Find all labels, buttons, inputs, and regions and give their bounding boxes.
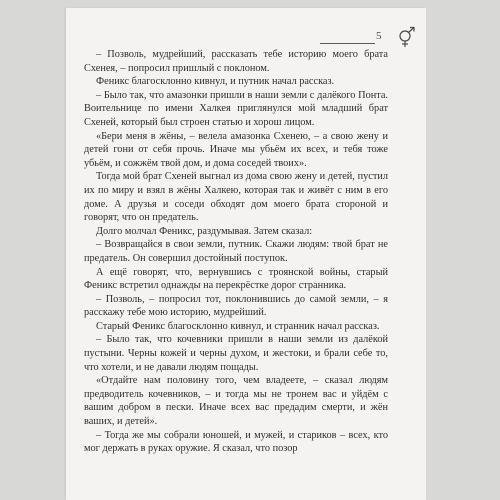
header-rule xyxy=(320,43,375,44)
paragraph: Тогда мой брат Схеней выгнал из дома свою жену и детей, пустил их по миру и взял в жёны Халкею, которая так и живёт с ним в его доме. А друзья и соседи обходят дом моего брата стороной и говорят, что он предатель. xyxy=(84,171,388,224)
venus-mars-symbol-icon xyxy=(392,26,422,48)
paragraph: «Отдайте нам половину того, чем владеете, – сказал людям предводитель кочевников, – и тогда мы не тронем вас и уйдём с вашим добром в пески. Иначе всех вас предадим смерти, и жён ваших, и детей». xyxy=(84,375,388,428)
paragraph: «Бери меня в жёны, – велела амазонка Схенею, – а свою жену и детей гони от себя прочь. Иначе мы убьём их всех, и тебя тоже убьём, и сожжём твой дом, и дома соседей твоих». xyxy=(84,130,388,169)
paragraph: – Было так, что кочевники пришли в наши земли из далёкой пустыни. Черны кожей и черны духом, и жестоки, и брали себе то, что хотели, и не давали людям пощады. xyxy=(84,334,388,373)
paragraph: – Тогда же мы собрали юношей, и мужей, и стариков – всех, кто мог держать в руках оружие. Я сказал, что позор xyxy=(84,429,388,455)
paragraph: – Позволь, мудрейший, рассказать тебе историю моего брата Схенея, – попросил пришлый с поклоном. xyxy=(84,49,388,74)
paragraph: Старый Феникс благосклонно кивнул, и странник начал рассказ. xyxy=(96,320,380,332)
body-text xyxy=(84,48,388,456)
paragraph: Долго молчал Феникс, раздумывая. Затем сказал: xyxy=(96,225,313,237)
paragraph: – Позволь, – попросил тот, поклонившись до самой земли, – я расскажу тебе мою историю, мудрейший. xyxy=(84,293,388,319)
paragraph: – Возвращайся в свои земли, путник. Скажи людям: твой брат не предатель. Он совершил достойный поступок. xyxy=(84,239,388,264)
paragraph: Феникс благосклонно кивнул, и путник начал рассказ. xyxy=(96,76,335,88)
page-number: 5 xyxy=(376,30,382,42)
page-header xyxy=(320,26,430,48)
paragraph: А ещё говорят, что, вернувшись с троянской войны, старый Феникс встретил однажды на перекрёстке дорог странника. xyxy=(84,266,388,292)
paragraph: – Было так, что амазонки пришли в наши земли с далёкого Понта. Воительнице по имени Халкея приглянулся мой младший брат Схеней, который был строен статью и хорош лицом. xyxy=(84,89,388,128)
